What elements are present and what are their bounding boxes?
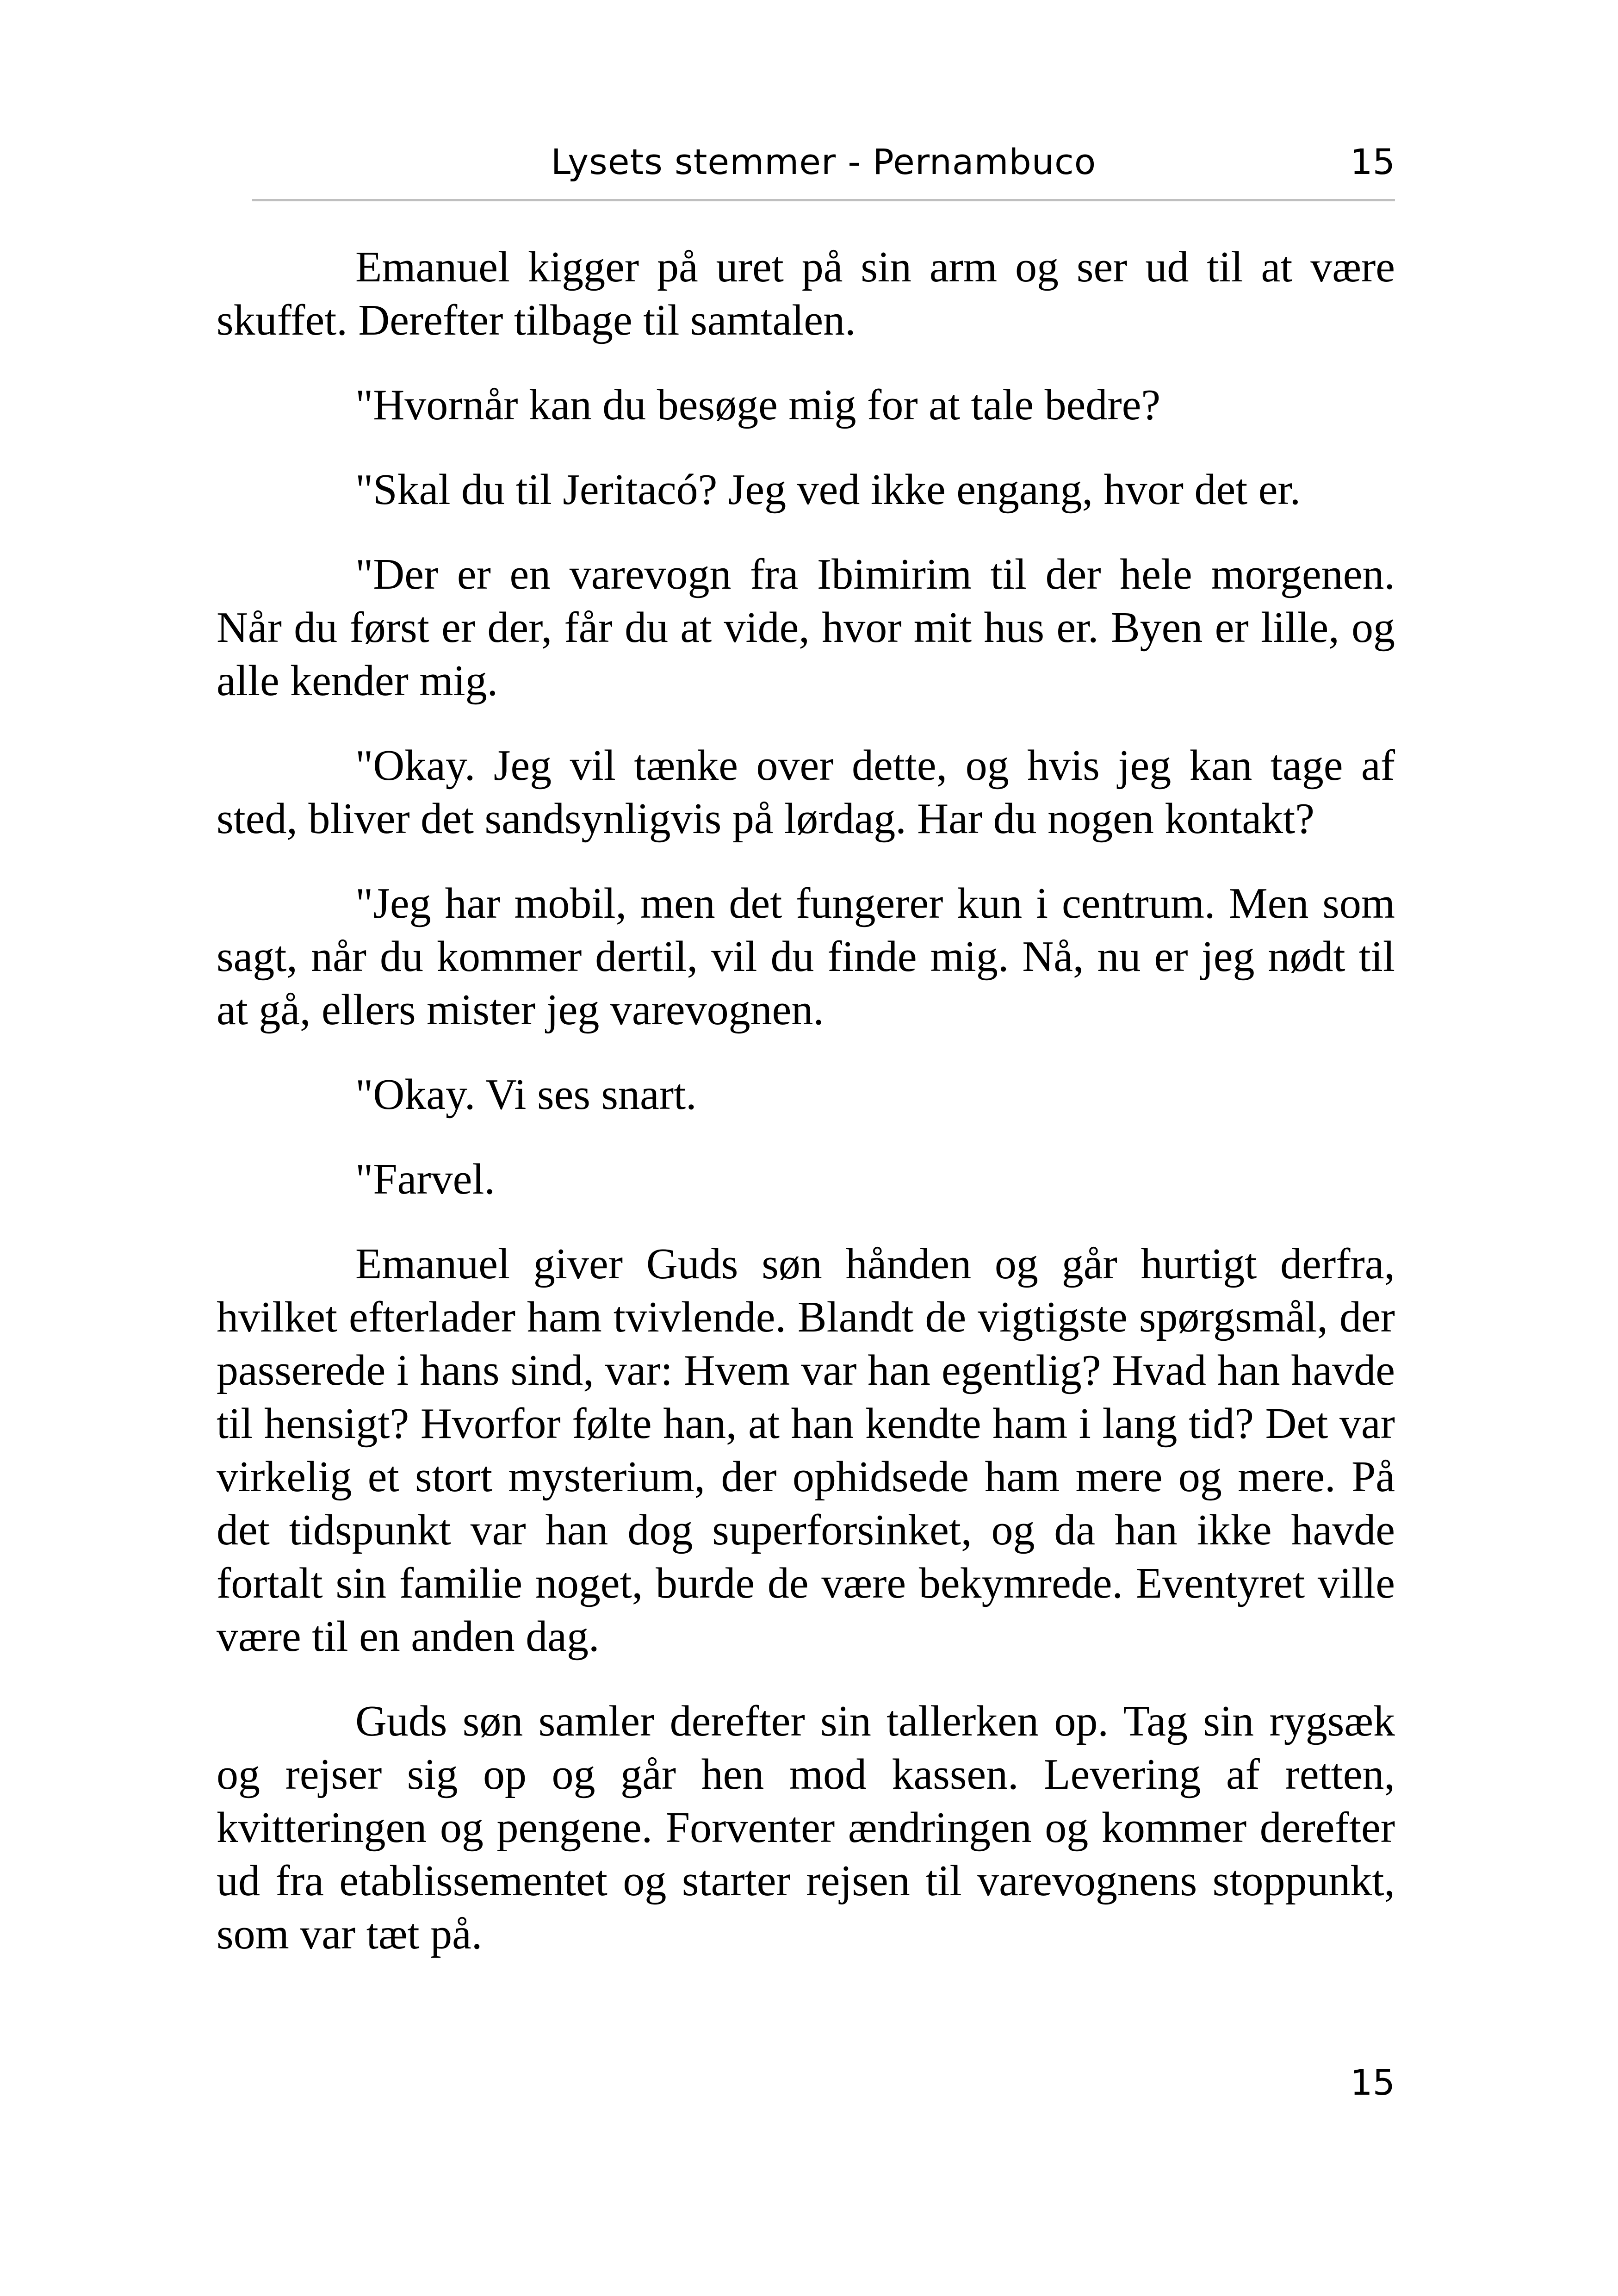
paragraph: "Hvornår kan du besøge mig for at tale bedre? [355,381,1161,429]
paragraph: "Der er en varevogn fra Ibimirim til der hele morgenen. Når du først er der, får du at vide, hvor mit hus er. Byen er lille, og alle kender mig. [217,550,1395,705]
running-header [252,118,1395,201]
paragraph: Emanuel kigger på uret på sin arm og ser ud til at være skuffet. Derefter tilbage til samtalen. [217,243,1395,344]
paragraph: "Okay. Jeg vil tænke over dette, og hvis jeg kan tage af sted, bliver det sandsynligvis på lørdag. Har du nogen kontakt? [217,741,1395,843]
paragraph: "Farvel. [355,1155,496,1203]
paragraph: Guds søn samler derefter sin tallerken op. Tag sin rygsæk og rejser sig op og går hen mod kassen. Levering af retten, kvitteringen og pengene. Forventer ændringen og kommer derefter ud fra etablissementet og starter rejsen til varevognens stoppunkt, som var tæt på. [217,1697,1395,1958]
body-text [217,241,1395,1992]
header-title: Lysets stemmer - Pernambuco [551,141,1097,182]
paragraph: Emanuel giver Guds søn hånden og går hurtigt derfra, hvilket efterlader ham tvivlende. Blandt de vigtigste spørgsmål, der passerede i hans sind, var: Hvem var han egentlig? Hvad han havde til hensigt? Hvorfor følte han, at han kendte ham i lang tid? Det var virkelig et stort mysterium, der ophidsede ham mere og mere. På det tidspunkt var han dog superforsinket, og da han ikke havde fortalt sin familie noget, burde de være bekymrede. Eventyret ville være til en anden dag. [217,1240,1395,1661]
paragraph: "Jeg har mobil, men det fungerer kun i centrum. Men som sagt, når du kommer dertil, vil du finde mig. Nå, nu er jeg nødt til at gå, ellers mister jeg varevognen. [217,879,1395,1034]
paragraph: "Okay. Vi ses snart. [355,1070,697,1119]
paragraph: "Skal du til Jeritacó? Jeg ved ikke engang, hvor det er. [355,466,1301,514]
header-page-number: 15 [1350,141,1395,182]
footer-page-number: 15 [1350,2062,1395,2103]
